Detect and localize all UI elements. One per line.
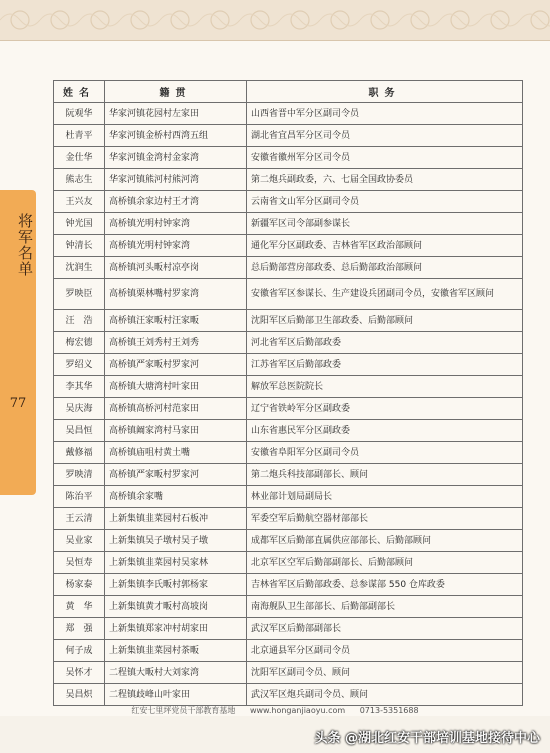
name-cell: 金仕华 [54, 147, 105, 169]
name-cell: 戴修福 [54, 442, 105, 464]
footer-phone: 0713-5351688 [359, 706, 419, 715]
header-name: 姓名 [54, 81, 105, 103]
position-cell: 安徽省军区参谋长、生产建设兵团副司令员，安徽省军区顾问 [247, 279, 523, 310]
footer-url: www.honganjiaoyu.com [249, 706, 346, 715]
position-cell: 武汉军区炮兵副司令员、顾问 [247, 684, 523, 706]
origin-cell: 华家河镇金湾村金家湾 [105, 147, 247, 169]
position-cell: 武汉军区后勤部副部长 [247, 618, 523, 640]
table-row [54, 213, 523, 235]
header-position: 职务 [247, 81, 523, 103]
position-cell: 安徽省徽州军分区司令员 [247, 147, 523, 169]
decorative-header-band [0, 0, 550, 41]
watermark: 头条 @湖北红安干部培训基地接待中心 [314, 731, 540, 746]
name-cell: 吴怀才 [54, 662, 105, 684]
origin-cell: 高桥镇河头畈村凉亭岗 [105, 257, 247, 279]
table-row [54, 235, 523, 257]
position-cell: 山东省惠民军分区副政委 [247, 420, 523, 442]
page-footer [0, 705, 550, 716]
name-cell: 梅宏德 [54, 332, 105, 354]
section-label: 将军名单 [16, 213, 34, 277]
name-cell: 吴昌恒 [54, 420, 105, 442]
origin-cell: 华家河镇金桥村西湾五组 [105, 125, 247, 147]
table-row [54, 530, 523, 552]
name-cell: 钟光国 [54, 213, 105, 235]
position-cell: 辽宁省铁岭军分区副政委 [247, 398, 523, 420]
position-cell: 解放军总医院院长 [247, 376, 523, 398]
position-cell: 山西省晋中军分区副司令员 [247, 103, 523, 125]
header-origin: 籍贯 [105, 81, 247, 103]
position-cell: 北京军区空军后勤部副部长、后勤部顾问 [247, 552, 523, 574]
position-cell: 江苏省军区后勤部政委 [247, 354, 523, 376]
name-cell: 李其华 [54, 376, 105, 398]
table-row [54, 486, 523, 508]
origin-cell: 华家河镇花园村左家田 [105, 103, 247, 125]
origin-cell: 高桥镇余家嘴 [105, 486, 247, 508]
table-header-row [54, 81, 523, 103]
origin-cell: 高桥镇汪家畈村汪家畈 [105, 310, 247, 332]
table-row [54, 684, 523, 706]
table-row [54, 662, 523, 684]
header-ornament-pattern [0, 0, 550, 40]
table-row [54, 640, 523, 662]
position-cell: 总后勤部营房部政委、总后勤部政治部顾问 [247, 257, 523, 279]
position-cell: 北京通县军分区副司令员 [247, 640, 523, 662]
name-cell: 黄 华 [54, 596, 105, 618]
name-cell: 王兴友 [54, 191, 105, 213]
name-cell: 吴庆海 [54, 398, 105, 420]
position-cell: 第二炮兵科技部副部长、顾问 [247, 464, 523, 486]
position-cell: 安徽省阜阳军分区副司令员 [247, 442, 523, 464]
name-cell: 沈润生 [54, 257, 105, 279]
table-row [54, 191, 523, 213]
name-cell: 吴恒寿 [54, 552, 105, 574]
name-cell: 郑 强 [54, 618, 105, 640]
origin-cell: 华家河镇熊河村熊河湾 [105, 169, 247, 191]
name-cell: 罗映臣 [54, 279, 105, 310]
position-cell: 吉林省军区后勤部政委、总参谋部 550 仓库政委 [247, 574, 523, 596]
origin-cell: 高桥镇栗林嘴村罗家湾 [105, 279, 247, 310]
origin-cell: 上新集镇李氏畈村郭杨家 [105, 574, 247, 596]
table-row [54, 508, 523, 530]
origin-cell: 高桥镇光明村钟家湾 [105, 213, 247, 235]
origin-cell: 上新集镇吴子墩村吴子墩 [105, 530, 247, 552]
name-cell: 吴业家 [54, 530, 105, 552]
name-cell: 杜青平 [54, 125, 105, 147]
origin-cell: 上新集镇韭菜园村石板冲 [105, 508, 247, 530]
table-row [54, 257, 523, 279]
table-row [54, 125, 523, 147]
position-cell: 通化军分区副政委、吉林省军区政治部顾问 [247, 235, 523, 257]
position-cell: 南海舰队卫生部部长、后勤部副部长 [247, 596, 523, 618]
table-row [54, 552, 523, 574]
origin-cell: 高桥镇王刘秀村王刘秀 [105, 332, 247, 354]
table-row [54, 618, 523, 640]
table-row [54, 332, 523, 354]
origin-cell: 上新集镇韭菜园村茶畈 [105, 640, 247, 662]
name-cell: 罗绍义 [54, 354, 105, 376]
origin-cell: 高桥镇余家边村王才湾 [105, 191, 247, 213]
position-cell: 湖北省宜昌军分区司令员 [247, 125, 523, 147]
origin-cell: 二程镇歧峰山叶家田 [105, 684, 247, 706]
name-cell: 汪 浩 [54, 310, 105, 332]
position-cell: 云南省文山军分区副司令员 [247, 191, 523, 213]
table-row [54, 310, 523, 332]
origin-cell: 高桥镇大塘湾村叶家田 [105, 376, 247, 398]
name-cell: 钟清长 [54, 235, 105, 257]
origin-cell: 上新集镇郑家冲村胡家田 [105, 618, 247, 640]
origin-cell: 高桥镇严家畈村罗家河 [105, 354, 247, 376]
table-row [54, 464, 523, 486]
name-cell: 熊志生 [54, 169, 105, 191]
name-cell: 王云清 [54, 508, 105, 530]
position-cell: 新疆军区司令部副参谋长 [247, 213, 523, 235]
origin-cell: 上新集镇黄才畈村高坡岗 [105, 596, 247, 618]
origin-cell: 高桥镇庙咀村黄土嘴 [105, 442, 247, 464]
origin-cell: 二程镇大畈村大刘家湾 [105, 662, 247, 684]
position-cell: 河北省军区后勤部政委 [247, 332, 523, 354]
name-cell: 阮观华 [54, 103, 105, 125]
table-row [54, 574, 523, 596]
generals-table [53, 80, 523, 706]
name-cell: 杨家泰 [54, 574, 105, 596]
name-cell: 何子成 [54, 640, 105, 662]
position-cell: 第二炮兵副政委，六、七届全国政协委员 [247, 169, 523, 191]
table-row [54, 354, 523, 376]
name-cell: 陈治平 [54, 486, 105, 508]
origin-cell: 上新集镇韭菜园村吴家林 [105, 552, 247, 574]
position-cell: 成都军区后勤部直属供应部部长、后勤部顾问 [247, 530, 523, 552]
position-cell: 沈阳军区后勤部卫生部政委、后勤部顾问 [247, 310, 523, 332]
name-cell: 吴昌炽 [54, 684, 105, 706]
table-row [54, 442, 523, 464]
table-row [54, 169, 523, 191]
table-row [54, 147, 523, 169]
origin-cell: 高桥镇高桥河村范家田 [105, 398, 247, 420]
origin-cell: 高桥镇严家畈村罗家河 [105, 464, 247, 486]
page-number: 77 [9, 396, 27, 411]
name-cell: 罗映清 [54, 464, 105, 486]
position-cell: 军委空军后勤航空器材部部长 [247, 508, 523, 530]
position-cell: 沈阳军区副司令员、顾问 [247, 662, 523, 684]
position-cell: 林业部计划局副局长 [247, 486, 523, 508]
origin-cell: 高桥镇阚家湾村马家田 [105, 420, 247, 442]
table-row [54, 103, 523, 125]
table-row [54, 376, 523, 398]
table-row [54, 279, 523, 310]
footer-org: 红安七里坪党员干部教育基地 [131, 706, 236, 715]
table-row [54, 420, 523, 442]
table-row [54, 596, 523, 618]
origin-cell: 高桥镇光明村钟家湾 [105, 235, 247, 257]
table-row [54, 398, 523, 420]
